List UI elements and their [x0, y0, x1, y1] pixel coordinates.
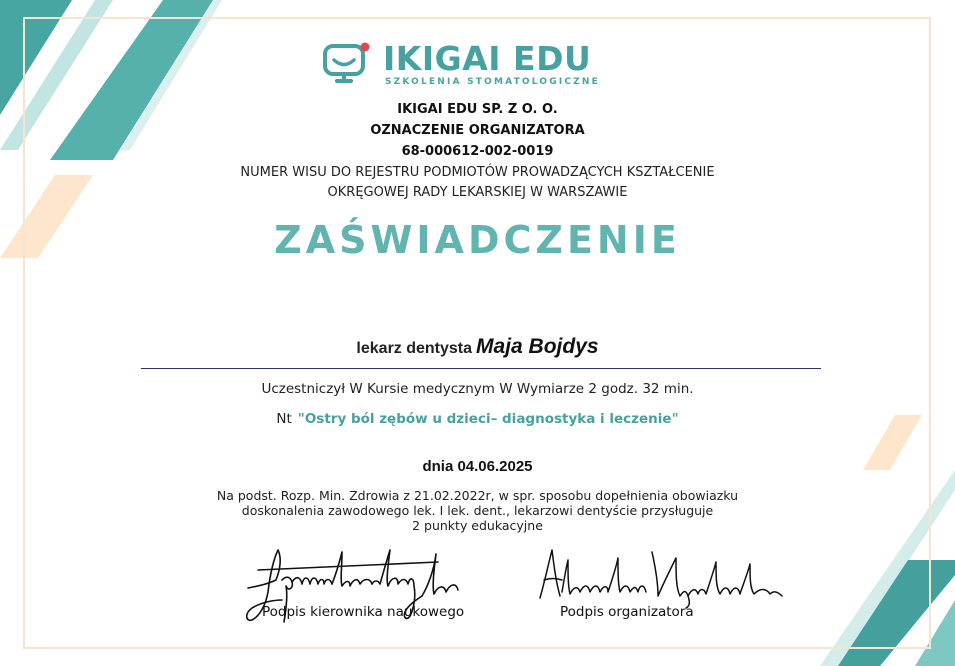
- signature-right: [530, 540, 790, 610]
- topic-prefix: Nt: [276, 411, 292, 427]
- course-participation: Uczestniczył W Kursie medycznym W Wymiarze 2 godz. 32 min.: [261, 381, 694, 397]
- registry-line-2: OKRĘGOWEJ RADY LEKARSKIEJ W WARSZAWIE: [327, 185, 628, 200]
- organizer-number: 68-000612-002-0019: [401, 144, 554, 159]
- name-underline: [141, 368, 821, 369]
- recipient-line: [0, 335, 955, 359]
- organizer-designation: OZNACZENIE ORGANIZATORA: [370, 123, 585, 138]
- registry-line-1: NUMER WISU DO REJESTRU PODMIOTÓW PROWADZĄCYCH KSZTAŁCENIE: [240, 165, 715, 180]
- legal-line-1: Na podst. Rozp. Min. Zdrowia z 21.02.2022r, w spr. sposobu dopełnienia obowiazku: [216, 488, 739, 503]
- legal-line-2: doskonalenia zawodowego lek. I lek. dent., lekarzowi dentyście przysługuje: [241, 503, 714, 518]
- monitor-smile-icon: [323, 40, 373, 86]
- issue-date: dnia 04.06.2025: [422, 458, 533, 475]
- logo-tagline: SZKOLENIA STOMATOLOGICZNE: [385, 77, 600, 87]
- logo: [323, 40, 633, 90]
- course-topic: "Ostry ból zębów u dzieci– diagnostyka i leczenie": [297, 411, 679, 427]
- recipient-prefix: lekarz dentysta: [356, 340, 473, 357]
- certificate-title: ZAŚWIADCZENIE: [274, 218, 681, 262]
- signature-left-label: Podpis kierownika naukowego: [262, 604, 465, 620]
- logo-name: IKIGAI EDU: [383, 39, 592, 78]
- course-topic-line: [0, 411, 955, 427]
- organizer-company: IKIGAI EDU SP. Z O. O.: [397, 102, 558, 117]
- signature-right-label: Podpis organizatora: [560, 604, 694, 620]
- legal-line-3: 2 punkty edukacyjne: [412, 518, 543, 533]
- recipient-name: Maja Bojdys: [476, 335, 599, 358]
